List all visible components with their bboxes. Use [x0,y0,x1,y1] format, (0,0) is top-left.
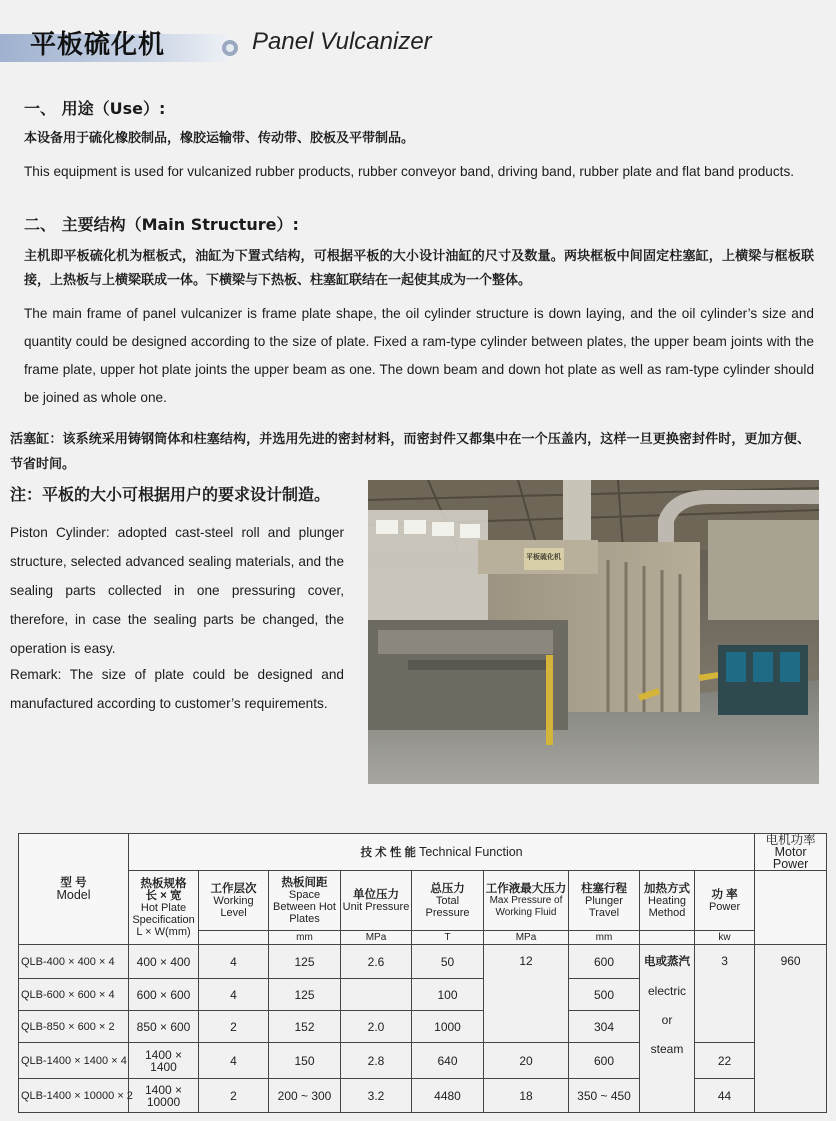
cell-plate: 1400 × 10000 [129,1079,199,1113]
unit-space: mm [269,931,341,945]
unit-level [199,931,269,945]
unit-fluid-pressure: MPa [484,931,569,945]
unit-heating [640,931,695,945]
cell-level: 4 [199,945,269,979]
remark-text-en: Remark: The size of plate could be designed and manufactured according to customer’s requirements. [10,667,344,711]
cell-power: 22 [695,1043,755,1079]
cell-heating-method: 电或蒸汽 electric or steam [640,945,695,1113]
cell-plunger-travel: 500 [569,979,640,1011]
use-text-en: This equipment is used for vulcanized rubber products, rubber conveyor band, driving band, rubber plate and flat band products. [24,164,795,179]
cell-level: 2 [199,1011,269,1043]
cell-space: 125 [269,979,341,1011]
cell-unit-pressure: 2.8 [341,1043,412,1079]
spec-table [18,833,827,1113]
cell-level: 4 [199,1043,269,1079]
cell-space: 125 [269,945,341,979]
col-header-technical: 技 术 性 能 Technical Function [129,834,755,871]
cell-plate: 400 × 400 [129,945,199,979]
cell-plunger-travel: 350 ~ 450 [569,1079,640,1113]
cell-total-pressure: 50 [412,945,484,979]
col-header-model: 型 号 Model [19,834,129,945]
use-heading: 一、 用途（Use）: [24,99,166,118]
cell-unit-pressure: 2.6 [341,945,412,979]
col-header-motor-blank [755,871,827,945]
table-row [19,1043,827,1079]
cell-model: QLB-1400 × 1400 × 4 [19,1043,129,1079]
col-header-total-pressure: 总压力 Total Pressure [412,871,484,931]
col-header-power: 功 率 Power [695,871,755,931]
photo-plaque-label: 平板硫化机 [526,553,561,561]
cell-model: QLB-1400 × 10000 × 2 [19,1079,129,1113]
cell-model: QLB-400 × 400 × 4 [19,945,129,979]
cell-model: QLB-600 × 600 × 4 [19,979,129,1011]
table-row [19,945,827,979]
col-header-level: 工作层次 Working Level [199,871,269,931]
cell-unit-pressure: 3.2 [341,1079,412,1113]
unit-unit-pressure: MPa [341,931,412,945]
cell-model: QLB-850 × 600 × 2 [19,1011,129,1043]
cell-total-pressure: 100 [412,979,484,1011]
title-english: Panel Vulcanizer [252,28,432,55]
table-row [19,1079,827,1113]
cell-motor-power: 960 [755,945,827,1113]
cell-space: 150 [269,1043,341,1079]
col-header-unit-pressure: 单位压力 Unit Pressure [341,871,412,931]
cell-unit-pressure [341,979,412,1011]
cell-total-pressure: 1000 [412,1011,484,1043]
cell-power: 44 [695,1079,755,1113]
piston-text-en: Piston Cylinder: adopted cast-steel roll and plunger structure, selected advanced sealing materials, and the sealing parts collected in one pressuring cover, therefore, in case the sealing parts be changed, the operation is easy. [10,525,344,656]
cell-plate: 1400 × 1400 [129,1043,199,1079]
col-header-plate: 热板规格 长 × 宽 Hot Plate Specification L × W(mm) [129,871,199,945]
factory-photo-illustration [368,480,819,784]
cell-total-pressure: 640 [412,1043,484,1079]
cell-fluid-pressure: 12 [484,945,569,1043]
cell-plate: 850 × 600 [129,1011,199,1043]
cell-space: 200 ~ 300 [269,1079,341,1113]
cell-space: 152 [269,1011,341,1043]
use-text-zh: 本设备用于硫化橡胶制品，橡胶运输带、传动带、胶板及平带制品。 [24,131,415,146]
col-header-space: 热板间距 Space Between Hot Plates [269,871,341,931]
cell-fluid-pressure: 20 [484,1043,569,1079]
cell-level: 2 [199,1079,269,1113]
page-header [0,22,836,70]
unit-power: kw [695,931,755,945]
structure-heading: 二、 主要结构（Main Structure）: [24,215,299,234]
factory-photo [368,480,819,784]
structure-text-zh: 主机即平板硫化机为框板式，油缸为下置式结构，可根据平板的大小设计油缸的尺寸及数量。两块框板中间固定柱塞缸，上横梁与框板联接，上热板与上横梁联成一体。下横梁与下热板、柱塞缸联结在一起使其成为一个整体。 [24,249,814,288]
cell-plunger-travel: 600 [569,945,640,979]
cell-unit-pressure: 2.0 [341,1011,412,1043]
cell-fluid-pressure: 18 [484,1079,569,1113]
col-header-fluid-pressure: 工作液最大压力 Max Pressure of Working Fluid [484,871,569,931]
unit-plunger-travel: mm [569,931,640,945]
cell-power: 3 [695,945,755,1043]
col-header-plunger-travel: 柱塞行程 Plunger Travel [569,871,640,931]
piston-text-zh: 活塞缸：该系统采用铸钢筒体和柱塞结构，并选用先进的密封材料，而密封件又都集中在一个压盖内，这样一旦更换密封件时，更加方便、节省时间。 [10,432,810,472]
structure-text-en: The main frame of panel vulcanizer is frame plate shape, the oil cylinder structure is down laying, and the oil cylinder’s size and quantity could be designed according to the size of plate. Fixed a ram-type cylinder between plates, the upper beam joints with the frame plate, upper hot plate joints the upper beam as one. The down beam and down hot plate as well as ram-type cylinder should be joined as whole one. [24,306,814,405]
col-header-heating: 加热方式 Heating Method [640,871,695,931]
cell-level: 4 [199,979,269,1011]
col-header-motor: 电机功率Motor Power [755,834,827,871]
note-zh: 注：平板的大小可根据用户的要求设计制造。 [10,485,331,504]
cell-total-pressure: 4480 [412,1079,484,1113]
unit-total-pressure: T [412,931,484,945]
cell-plunger-travel: 304 [569,1011,640,1043]
cell-plate: 600 × 600 [129,979,199,1011]
title-bullet-icon [222,40,238,56]
cell-plunger-travel: 600 [569,1043,640,1079]
title-chinese: 平板硫化机 [30,30,166,60]
